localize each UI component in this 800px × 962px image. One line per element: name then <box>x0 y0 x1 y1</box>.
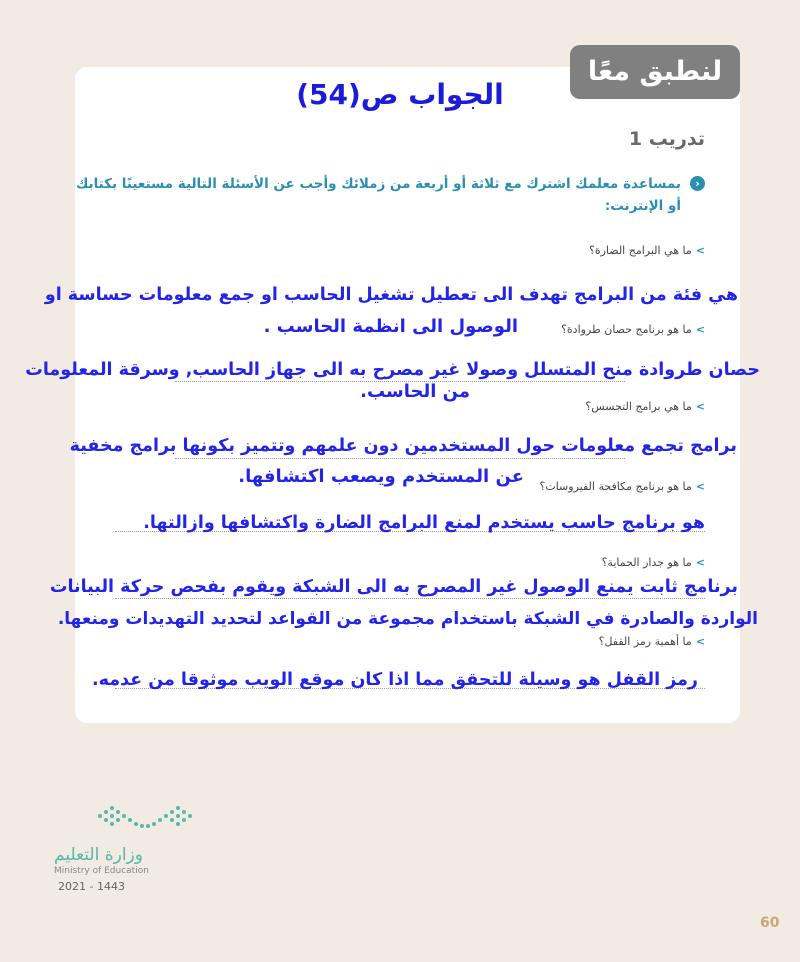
section-tag: لنطبق معًا <box>570 45 740 99</box>
chevron-icon: > <box>695 635 705 648</box>
answer-2-line-2: من الحاسب. <box>360 381 470 402</box>
instruction-text: بمساعدة معلمك اشترك مع ثلاثة أو أربعة من زملائك وأجب عن الأسئلة التالية مستعينًا بكتابك أو الإنترنت: <box>75 176 681 214</box>
exercise-title: تدريب 1 <box>628 128 705 150</box>
answer-4: هو برنامج حاسب يستخدم لمنع البرامج الضارة واكتشافها وازالتها. <box>143 513 705 533</box>
exercise-instruction <box>61 173 705 217</box>
question-1: >ما هي البرامج الضارة؟ <box>589 244 705 257</box>
answer-6: رمز القفل هو وسيلة للتحقق مما اذا كان موقع الويب موثوقا من عدمه. <box>92 670 698 690</box>
answer-line <box>115 598 705 599</box>
answer-1-line-2: الوصول الى انظمة الحاسب . <box>263 316 518 337</box>
ministry-logo-icon <box>98 804 198 836</box>
question-3: >ما هي برامج التجسس؟ <box>585 400 705 413</box>
answer-5-line-1: برنامج ثابت يمنع الوصول غير المصرح به الى الشبكة ويقوم بفحص حركة البيانات <box>49 577 738 597</box>
answer-title: الجواب ص(54) <box>296 78 504 111</box>
page-number: 60 <box>760 915 780 931</box>
answer-1-line-1: هي فئة من البرامج تهدف الى تعطيل تشغيل الحاسب او جمع معلومات حساسة او <box>44 285 738 305</box>
question-6: >ما أهمية رمز القفل؟ <box>598 635 705 648</box>
answer-3-line-1: برامج تجمع معلومات حول المستخدمين دون علمهم وتتميز بكونها برامج مخفية <box>69 436 737 456</box>
ministry-name-arabic: وزارة التعليم <box>54 845 143 865</box>
chevron-icon: > <box>695 244 705 257</box>
answer-5-line-2: الواردة والصادرة في الشبكة باستخدام مجموعة من القواعد لتحديد التهديدات ومنعها. <box>57 609 758 629</box>
question-4: >ما هو برنامج مكافحة الفيروسات؟ <box>539 480 705 493</box>
chevron-icon: > <box>695 400 705 413</box>
chevron-icon: > <box>695 556 705 569</box>
answer-2-line-1: حصان طروادة منح المتسلل وصولا غير مصرح به الى جهاز الحاسب, وسرقة المعلومات <box>25 360 760 380</box>
question-5: >ما هو جدار الحماية؟ <box>601 556 705 569</box>
question-2: >ما هو برنامج حصان طروادة؟ <box>561 323 705 336</box>
edition-years: 2021 - 1443 <box>58 880 125 893</box>
answer-3-line-2: عن المستخدم ويصعب اكتشافها. <box>238 466 524 487</box>
ministry-name-english: Ministry of Education <box>54 866 149 876</box>
chevron-left-icon: ‹ <box>690 176 705 191</box>
answer-line <box>175 458 625 459</box>
chevron-icon: > <box>695 323 705 336</box>
chevron-icon: > <box>695 480 705 493</box>
